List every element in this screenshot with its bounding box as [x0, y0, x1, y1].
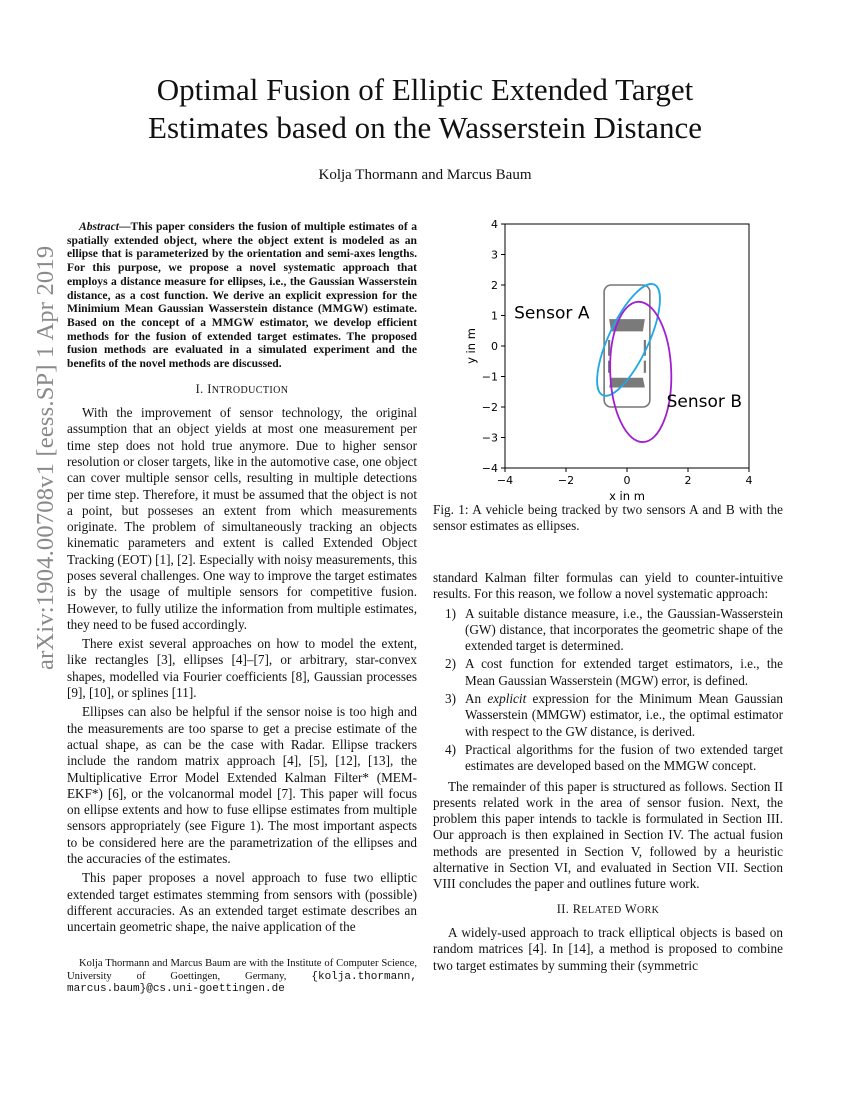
section-smallcaps: NTRODUCTION — [211, 384, 289, 396]
footnote-email-2: marcus.baum}@cs.uni-goettingen.de — [67, 983, 285, 996]
plot-axes — [464, 218, 753, 500]
author-footnote — [67, 958, 417, 996]
figure-caption: Fig. 1: A vehicle being tracked by two sensors A and B with the sensor estimates as ellipses. — [433, 502, 783, 534]
item-emphasis: explicit — [487, 691, 527, 707]
section-numeral: I. — [195, 381, 204, 396]
right-intro-paragraph: standard Kalman filter formulas can yield to counter-intuitive results. For this reason, we follow a novel systematic approach: — [433, 570, 783, 602]
y-tick-label: −4 — [481, 462, 498, 475]
intro-paragraph-4: This paper proposes a novel approach to fuse two elliptic extended target estimates stemming from sensors with (possible) different accuracies. As an extended target estimate describes an uncertain geometric shape, the naive application of the — [67, 870, 417, 935]
y-tick-label: 2 — [491, 279, 498, 292]
y-tick-label: 3 — [491, 248, 498, 262]
item-text: A cost function for extended target estimators, i.e., the Mean Gaussian Wasserstein (MGW) error, is defined. — [465, 656, 783, 688]
paper-title — [80, 71, 770, 147]
abstract — [67, 220, 417, 371]
x-tick-label: 2 — [684, 474, 692, 487]
item-number: 4) — [445, 741, 456, 757]
item-number: 2) — [445, 656, 456, 672]
item-text-pre: An — [465, 691, 488, 707]
outline-paragraph: The remainder of this paper is structured as follows. Section II presents related work in the area of sensor fusion. Next, the problem this paper intends to tackle is formulated in Section III. Our approach is then explained in Section IV. The actual fusion methods are presented in Section V, followed by a heuristic alternative in Section VI, and evaluated in Section VII. Section VIII concludes the paper and outlines future work. — [433, 778, 783, 892]
section-initial: W — [624, 901, 637, 916]
sensor-a-label: Sensor A — [514, 303, 590, 324]
abstract-label: Abstract — [79, 220, 119, 233]
intro-paragraph-3: Ellipses can also be helpful if the sensor noise is too high and the measurements are too sparse to get a precise estimate of the actual shape, as can be the case with Radar. Ellipse trackers include the random matrix approach [4], [5], [12], [13], the Multiplicative Error Model Extended Kalman Filter* (MEM-EKF*) [6], or the volcanormal model [7]. This paper will focus on ellipse extents and how to fuse ellipse estimates from multiple sensors appropriately (see Figure 1). The most important aspects to be considered here are the parametrization of the ellipses and the accuracies of the estimates. — [67, 704, 417, 867]
section-initial: R — [572, 901, 582, 916]
authors: Kolja Thormann and Marcus Baum — [318, 167, 532, 183]
footnote-text: Kolja Thormann and Marcus Baum are with the Institute of Computer Science, University of Goettingen, Germany, — [67, 958, 417, 982]
y-tick-label: −3 — [481, 431, 498, 445]
section-smallcaps: ELATED — [581, 904, 622, 916]
contribution-item — [433, 691, 783, 740]
footnote-email-1: {kolja.thormann, — [311, 970, 417, 983]
left-column — [67, 220, 417, 939]
abstract-text: —This paper considers the fusion of multiple estimates of a spatially extended object, where the object extent is modeled as an ellipse that is parameterized by the orientation and semi-axes lengths. For this purpose, we propose a novel systematic approach that employs a distance measure for ellipses, i.e., the Gaussian Wasserstein distance, as a cost function. We derive an explicit expression for the Minimium Mean Gaussian Wasserstein distance (MMGW) estimate. Based on the concept of a MMGW estimator, we develop efficient methods for the fusion of extended target estimates. The proposed fusion methods are evaluated in a simulated experiment and the benefits of the novel methods are discussed. — [67, 220, 417, 371]
y-tick-label: −2 — [481, 401, 498, 414]
y-tick-label: 0 — [491, 340, 498, 353]
item-text: A suitable distance measure, i.e., the Gaussian-Wasserstein (GW) distance, that incorporates the geometric shape of the extended target is determined. — [465, 605, 783, 654]
item-text: Practical algorithms for the fusion of two extended target estimates are developed based on the MMGW concept. — [465, 741, 783, 774]
intro-paragraph-1: With the improvement of sensor technology, the original assumption that an object yields at most one measurement per time step does not hold true anymore. Due to higher sensor resolution or closer targets, like in the automotive case, one object can cover multiple sensor cells, resulting in multiple detections per time step. Therefore, it must be assumed that the object is not a point, but posseses an extent from which measurements originate. The problem of simultaneously tracking an objects kinematic parameters and extent is called Extended Object Tracking (EOT) [1], [2]. Especially with noisy measurements, this poses several challenges. One way to improve the target estimates is by the usage of multiple sensors for competitive fusion. However, to fully utilize the information from multiple estimates, they need to be fused accordingly. — [67, 405, 418, 632]
y-tick-label: −1 — [481, 370, 498, 384]
x-tick-label: 0 — [623, 474, 631, 487]
arxiv-stamp — [2, 245, 62, 700]
item-text: expression for the Minimum Mean Gaussian Wasserstein (MMGW) estimator, i.e., the optimal estimator with respect to the GW distance, is derived. — [465, 691, 783, 739]
section-initial: I — [207, 381, 212, 396]
section-smallcaps: ORK — [636, 904, 660, 916]
section-heading-related-work — [433, 901, 783, 919]
figure-1 — [433, 210, 783, 535]
section-numeral: II. — [556, 901, 570, 916]
arxiv-identifier: arXiv:1904.00708v1 [eess.SP] 1 Apr 2019 — [32, 245, 59, 670]
contribution-item — [433, 742, 783, 775]
footnote-body — [67, 958, 417, 996]
y-tick-label: 4 — [491, 218, 498, 231]
intro-paragraph-2: There exist several approaches on how to model the extent, like rectangles [3], ellipses [4]–[7], or arbitrary, star-convex shapes, modelled via Fourier coefficients [8], Gaussian processes [9], [10], or splines [11]. — [67, 636, 417, 701]
item-number: 3) — [445, 691, 456, 707]
x-tick-label: 4 — [745, 474, 753, 487]
x-axis-label: x in m — [609, 489, 645, 500]
contribution-list — [433, 606, 783, 775]
sensor-ellipse-plot — [433, 210, 783, 500]
x-tick-label: −2 — [557, 474, 575, 487]
y-tick-label: 1 — [491, 309, 498, 323]
item-number: 1) — [445, 605, 456, 621]
section-heading-introduction — [67, 381, 417, 399]
right-column — [433, 570, 783, 977]
x-tick-label: −4 — [496, 474, 514, 487]
y-axis-label: y in m — [464, 328, 478, 364]
plot-contents — [514, 276, 742, 443]
title-line-1: Optimal Fusion of Elliptic Extended Target — [156, 72, 694, 107]
contribution-item — [433, 606, 783, 655]
sensor-b-label: Sensor B — [666, 392, 742, 412]
title-line-2: Estimates based on the Wasserstein Distance — [148, 110, 702, 145]
related-work-paragraph: A widely-used approach to track elliptical objects is based on random matrices [4]. In [14], a method is proposed to combine two target estimates by summing their (symmetric — [433, 924, 783, 973]
contribution-item — [433, 656, 783, 689]
